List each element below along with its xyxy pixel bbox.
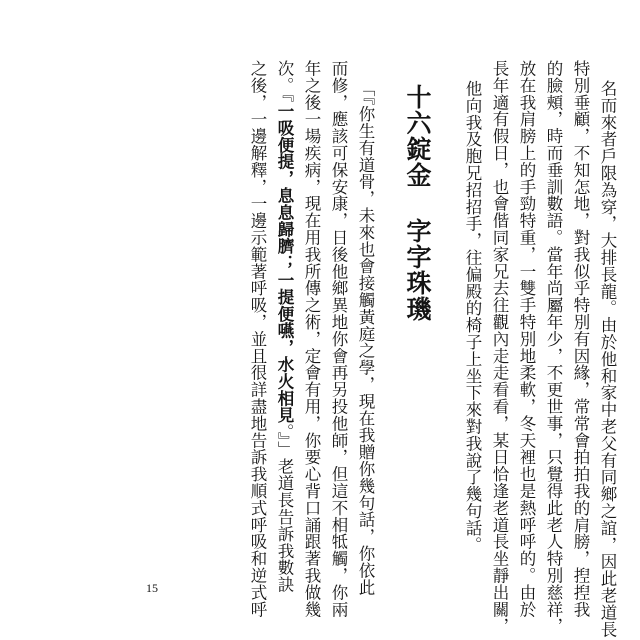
text-line: 特別垂顧，不知怎地，對我似乎特別有因緣，常常會拍拍我的肩膀，揑揑我 <box>571 60 590 618</box>
page-number: 15 <box>146 581 158 595</box>
text-line: 他向我及胞兄招招手，往偏殿的椅子上坐下來對我說了幾句話。 <box>463 80 482 554</box>
text-fragment: 。』」老道長告訴我數訣 <box>275 423 294 593</box>
text-line: 的臉頰，時而垂訓數語。當年尚屬年少，不更世事，只覺得此老人特別慈祥， <box>544 60 563 635</box>
text-line: 放在我肩膀上的手勁特重，一雙手特別地柔軟，冬天裡也是熱呼呼的。由於 <box>517 60 536 618</box>
text-fragment: 次。『 <box>275 60 294 103</box>
text-line: 年之後一場疾病，現在用我所傳之術，定會有用，你要心背口誦跟著我做幾 <box>302 60 321 618</box>
mantra-quote: 一吸便提，息息歸臍；一提便嚥，水火相見 <box>275 102 294 424</box>
text-line <box>273 60 295 593</box>
text-line: 長年適有假日，也會偕同家兄去往觀內走走看看，某日恰逢老道長坐靜出關， <box>490 60 509 635</box>
section-heading: 十六錠金 字字珠璣 <box>403 84 432 322</box>
text-line: 名而來者戶限為穿，大排長龍。由於他和家中老父有同鄉之誼，因此老道長 <box>598 80 617 638</box>
text-line: 之後，一邊解釋，一邊示範著呼吸，並且很詳盡地告訴我順式呼吸和逆式呼 <box>248 60 267 618</box>
text-line: 「『你生有道骨，未來也會接觸黃庭之學，現在我贈你幾句話，你依此 <box>356 80 375 596</box>
text-line: 而修，應該可保安康，日後他鄉異地你會再另投他師，但這不相牴觸，你兩 <box>329 60 348 618</box>
